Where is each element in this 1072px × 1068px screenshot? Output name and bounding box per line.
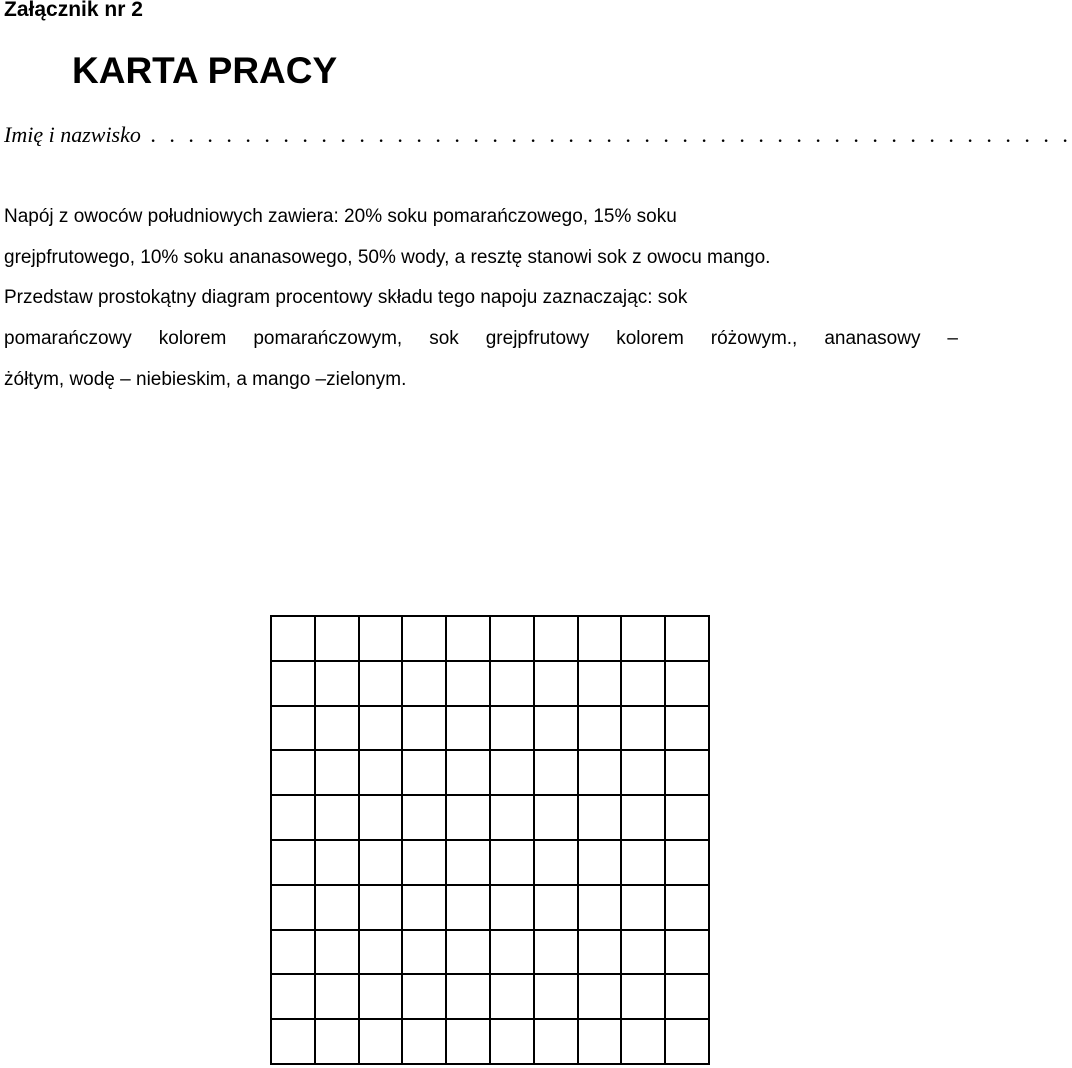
grid-cell xyxy=(316,796,360,841)
grid-cell xyxy=(666,841,710,886)
name-field-label: Imię i nazwisko xyxy=(4,122,141,147)
task-line: Napój z owoców południowych zawiera: 20% soku pomarańczowego, 15% soku xyxy=(4,206,677,227)
grid-cell xyxy=(579,975,623,1020)
task-line: Przedstaw prostokątny diagram procentowy składu tego napoju zaznaczając: sok xyxy=(4,287,688,309)
grid-cell xyxy=(316,617,360,662)
task-line: żółtym, wodę – niebieskim, a mango –zielonym. xyxy=(4,368,407,390)
grid-cell xyxy=(316,931,360,976)
grid-cell xyxy=(535,662,579,707)
grid-cell xyxy=(447,751,491,796)
name-field-dots: . . . . . . . . . . . . . . . . . . . . . . . . . . . . . . . . . . . . . . . . . . . . . . . . . xyxy=(140,122,1072,147)
grid-cell xyxy=(316,886,360,931)
grid-cell xyxy=(622,841,666,886)
grid-cell xyxy=(360,707,404,752)
grid-cell xyxy=(535,931,579,976)
grid-cell xyxy=(403,796,447,841)
grid-cell xyxy=(622,707,666,752)
grid-cell xyxy=(666,886,710,931)
grid-cell xyxy=(316,751,360,796)
grid-cell xyxy=(535,617,579,662)
grid-cell xyxy=(622,1020,666,1065)
grid-cell xyxy=(491,975,535,1020)
task-line: pomarańczowy kolorem pomarańczowym, sok grejpfrutowy kolorem różowym., ananasowy – xyxy=(4,328,958,350)
grid-cell xyxy=(666,751,710,796)
grid-cell xyxy=(403,975,447,1020)
grid-cell xyxy=(535,751,579,796)
grid-cell xyxy=(535,841,579,886)
grid-cell xyxy=(579,1020,623,1065)
grid-cell xyxy=(622,662,666,707)
grid-cell xyxy=(535,1020,579,1065)
grid-cell xyxy=(622,975,666,1020)
grid-cell xyxy=(447,617,491,662)
grid-cell xyxy=(579,662,623,707)
grid-cell xyxy=(360,617,404,662)
task-text xyxy=(4,197,958,401)
grid-cell xyxy=(579,796,623,841)
grid-cell xyxy=(447,796,491,841)
grid-cell xyxy=(360,886,404,931)
grid-cell xyxy=(447,975,491,1020)
grid-cell xyxy=(272,796,316,841)
grid-cell xyxy=(491,751,535,796)
grid-cell xyxy=(447,662,491,707)
grid-cell xyxy=(316,707,360,752)
grid-cell xyxy=(360,975,404,1020)
grid-cell xyxy=(622,617,666,662)
grid-cell xyxy=(447,1020,491,1065)
grid-cell xyxy=(666,975,710,1020)
grid-cell xyxy=(666,931,710,976)
grid-cell xyxy=(447,707,491,752)
grid-cell xyxy=(579,751,623,796)
grid-cell xyxy=(447,841,491,886)
attachment-label: Załącznik nr 2 xyxy=(4,0,143,21)
grid-cell xyxy=(447,931,491,976)
grid-cell xyxy=(316,975,360,1020)
task-line: grejpfrutowego, 10% soku ananasowego, 50% wody, a resztę stanowi sok z owocu mango. xyxy=(4,246,771,268)
grid-cell xyxy=(491,707,535,752)
grid-cell xyxy=(579,931,623,976)
grid-cell xyxy=(535,886,579,931)
grid-cell xyxy=(272,931,316,976)
grid-cell xyxy=(535,975,579,1020)
grid-cell xyxy=(403,751,447,796)
grid-cell xyxy=(666,796,710,841)
grid-cell xyxy=(535,796,579,841)
grid-cell xyxy=(272,1020,316,1065)
grid-cell xyxy=(316,841,360,886)
grid-cell xyxy=(272,975,316,1020)
grid-cell xyxy=(272,707,316,752)
grid-cell xyxy=(316,662,360,707)
grid-cell xyxy=(579,707,623,752)
grid-cell xyxy=(360,931,404,976)
grid-cell xyxy=(491,662,535,707)
grid-cell xyxy=(272,841,316,886)
grid-cell xyxy=(360,1020,404,1065)
grid-cell xyxy=(666,662,710,707)
grid-cell xyxy=(272,617,316,662)
grid-cell xyxy=(403,662,447,707)
grid-cell xyxy=(491,931,535,976)
percentage-grid xyxy=(270,615,710,1065)
grid-cell xyxy=(272,662,316,707)
grid-cell xyxy=(491,1020,535,1065)
grid-cell xyxy=(316,1020,360,1065)
grid-cell xyxy=(403,1020,447,1065)
grid-cell xyxy=(622,796,666,841)
grid-cell xyxy=(403,931,447,976)
grid-cell xyxy=(360,796,404,841)
grid-cell xyxy=(622,886,666,931)
grid-cell xyxy=(272,886,316,931)
grid-cell xyxy=(491,796,535,841)
name-field xyxy=(4,120,1072,150)
grid-cell xyxy=(360,662,404,707)
grid-cell xyxy=(403,617,447,662)
grid-cell xyxy=(403,841,447,886)
grid-cell xyxy=(666,617,710,662)
grid-cell xyxy=(447,886,491,931)
grid-cell xyxy=(403,886,447,931)
page-title: KARTA PRACY xyxy=(72,50,338,91)
grid-cell xyxy=(491,841,535,886)
grid-cell xyxy=(360,841,404,886)
grid-cell xyxy=(491,886,535,931)
grid-cell xyxy=(622,751,666,796)
grid-cell xyxy=(403,707,447,752)
grid-cell xyxy=(666,1020,710,1065)
grid-cell xyxy=(360,751,404,796)
grid-cell xyxy=(272,751,316,796)
grid-cell xyxy=(579,841,623,886)
grid-cell xyxy=(622,931,666,976)
grid-cell xyxy=(579,617,623,662)
grid-cell xyxy=(535,707,579,752)
grid-cell xyxy=(491,617,535,662)
grid-cell xyxy=(666,707,710,752)
grid-cell xyxy=(579,886,623,931)
